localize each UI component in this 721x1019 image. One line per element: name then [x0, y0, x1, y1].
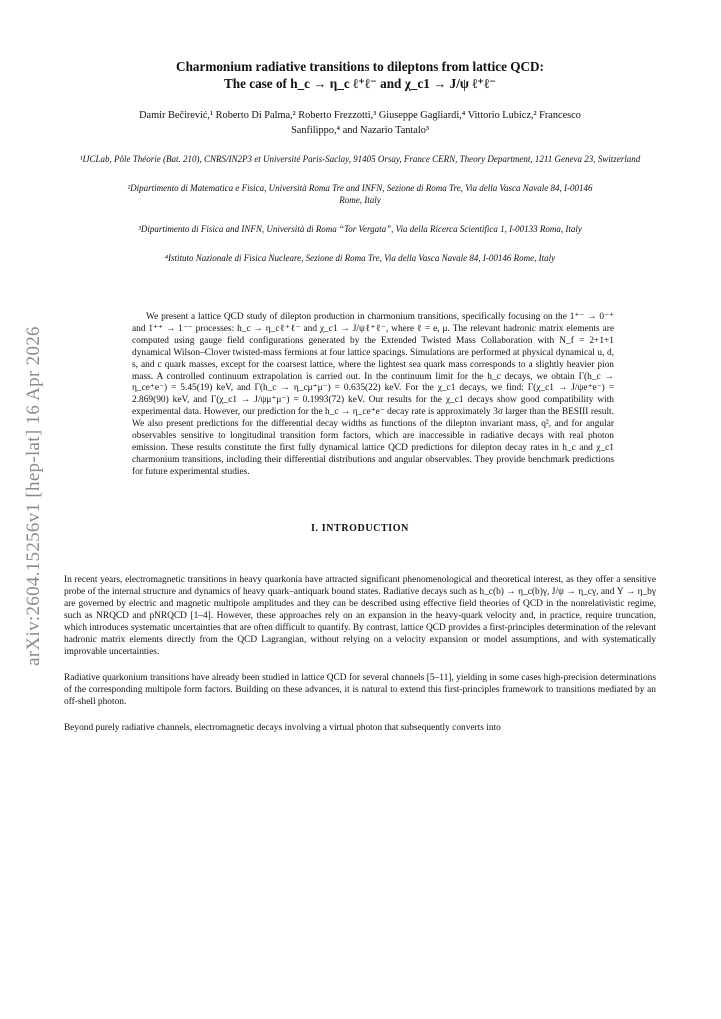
paper-page	[64, 58, 656, 734]
paper-title	[82, 58, 638, 92]
author-list: Damir Bečirević,¹ Roberto Di Palma,² Roberto Frezzotti,³ Giuseppe Gagliardi,⁴ Vittorio Lubicz,² Francesco Sanfilippo,⁴ and Nazario Tantalo³	[139, 110, 581, 136]
affiliation-4: ⁴Istituto Nazionale di Fisica Nucleare, Sezione di Roma Tre, Via della Vasca Navale 84, I-00146 Rome, Italy	[164, 253, 556, 263]
affiliation-1: ¹IJCLab, Pôle Théorie (Bat. 210), CNRS/IN2P3 et Université Paris-Saclay, 91405 Orsay, France CERN, Theory Department, 1211 Geneva 23, Switzerland	[79, 154, 641, 164]
affiliation-3: ³Dipartimento di Fisica and INFN, Università di Roma “Tor Vergata”, Via della Ricerca Scientifica 1, I-00133 Roma, Italy	[138, 224, 582, 234]
intro-paragraph-3: Beyond purely radiative channels, electromagnetic decays involving a virtual photon that subsequently converts into	[64, 722, 501, 733]
affiliation-2: ²Dipartimento di Matematica e Fisica, Università Roma Tre and INFN, Sezione di Roma Tre, Via della Vasca Navale 84, I-00146 Rome, Italy	[127, 183, 593, 205]
arxiv-stamp-text: arXiv:2604.15256v1 [hep-lat] 16 Apr 2026	[23, 326, 45, 666]
intro-paragraph-1: In recent years, electromagnetic transitions in heavy quarkonia have attracted significant phenomenological and theoretical interest, as they offer a sensitive probe of the internal structure and dynamics of heavy quark–antiquark bound states. Radiative decays such as h_c(b) → η_c(b)γ, J/ψ → η_cγ, and Υ → η_bγ are governed by electric and magnetic multipole amplitudes and they can be described using effective field theories of QCD in the nonrelativistic regime, such as NRQCD and pNRQCD [1–4]. However, these approaches rely on an expansion in the heavy-quark velocity and, in practice, require truncation, which introduces systematic uncertainties that are often difficult to quantify. By contrast, lattice QCD provides a first-principles determination of the relevant hadronic matrix elements directly from the QCD Lagrangian, without relying on a velocity expansion or model assumptions, and with systematically improvable uncertainties.	[64, 574, 656, 657]
arxiv-stamp	[14, 296, 54, 696]
intro-paragraph-2: Radiative quarkonium transitions have already been studied in lattice QCD for several channels [5–11], yielding in some cases high-precision determinations of the corresponding multipole form factors. Building on these advances, it is natural to extend this first-principles framework to transitions mediated by an off-shell photon.	[64, 672, 656, 707]
title-line-2: The case of h_c → η_c ℓ⁺ℓ⁻ and χ_c1 → J/ψ ℓ⁺ℓ⁻	[223, 76, 497, 91]
section-heading: I. INTRODUCTION	[311, 522, 409, 534]
title-line-1: Charmonium radiative transitions to dileptons from lattice QCD:	[176, 59, 544, 74]
abstract: We present a lattice QCD study of dilepton production in charmonium transitions, specifically focusing on the 1⁺⁻ → 0⁻⁺ and 1⁺⁺ → 1⁻⁻ processes: h_c → η_cℓ⁺ℓ⁻ and χ_c1 → J/ψℓ⁺ℓ⁻, where ℓ = e, μ. The relevant hadronic matrix elements are computed using gauge field configurations generated by the Extended Twisted Mass Collaboration with N_f = 2+1+1 dynamical Wilson–Clover twisted-mass fermions at four lattice spacings. Simulations are performed at physical dynamical u, d, s, and c quark masses, except for the coarsest lattice, where the lightest sea quark mass corresponds to a slightly heavier pion mass. A controlled continuum extrapolation is carried out. In the continuum limit for the h_c decays, we obtain Γ(h_c → η_ce⁺e⁻) = 5.45(19) keV, and Γ(h_c → η_cμ⁺μ⁻) = 0.635(22) keV. For the χ_c1 decays, we find: Γ(χ_c1 → J/ψe⁺e⁻) = 2.869(90) keV, and Γ(χ_c1 → J/ψμ⁺μ⁻) = 0.1993(72) keV. Our results for the χ_c1 decays show good compatibility with experimental data. However, our prediction for the h_c → η_ce⁺e⁻ decay rate is approximately 3σ larger than the BESIII result. We also present predictions for the differential decay widths as functions of the dilepton invariant mass, q², and for angular observables sensitive to longitudinal transition form factors, which are inaccessible in radiative decays with real photon emission. These results constitute the first fully dynamical lattice QCD predictions for dilepton decay rates in h_c and χ_c1 charmonium transitions, including their differential distributions and angular observables. They provide benchmark predictions for future experimental studies.	[132, 312, 614, 477]
